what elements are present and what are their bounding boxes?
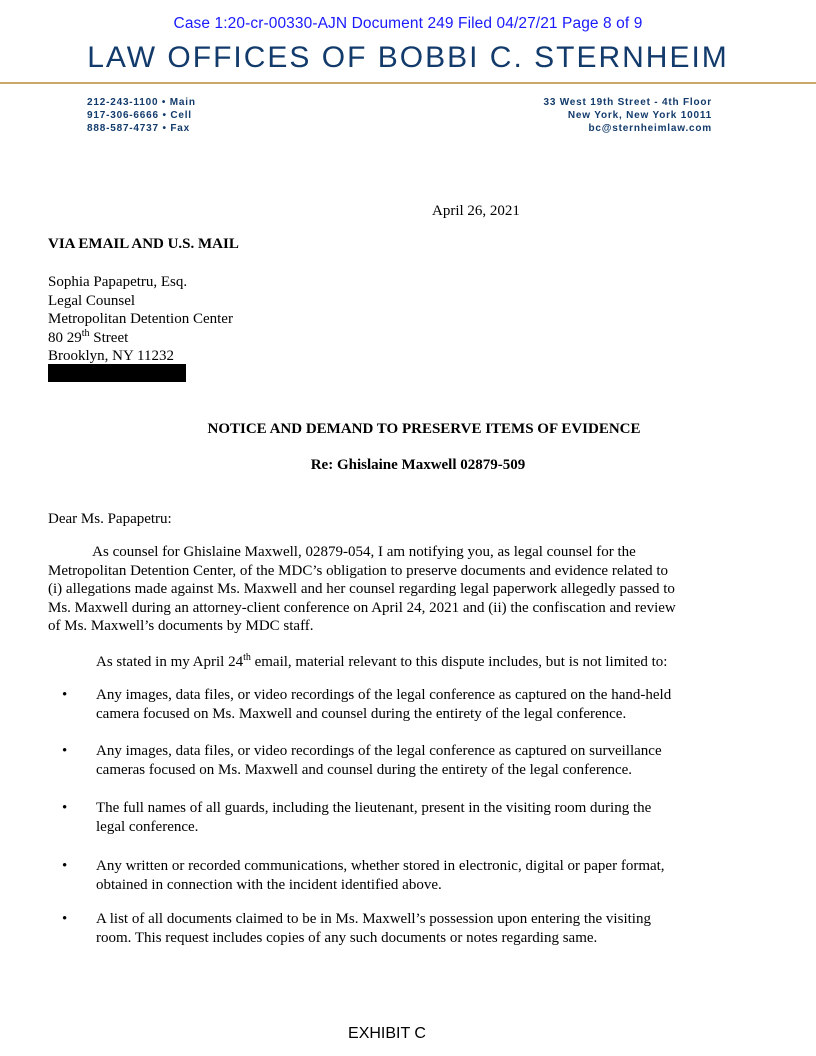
firm-address-block (543, 96, 712, 135)
letterhead-rule (0, 82, 816, 84)
address-line1: 33 West 19th Street - 4th Floor (543, 97, 712, 108)
recipient-title: Legal Counsel (48, 292, 136, 309)
bullet-icon: • (62, 687, 68, 703)
paragraph-line: Ms. Maxwell during an attorney-client conference on April 24, 2021 and (ii) the confiscation and review (48, 599, 676, 616)
paragraph-line: Metropolitan Detention Center, of the MDC’s obligation to preserve documents and evidence related to (48, 562, 669, 579)
exhibit-label: EXHIBIT C (348, 1025, 426, 1042)
bullet-icon: • (62, 743, 68, 759)
list-item: The full names of all guards, including the lieutenant, present in the visiting room during the legal conference. (96, 800, 652, 835)
bullet-icon: • (62, 800, 68, 816)
paragraph-line: of Ms. Maxwell’s documents by MDC staff. (48, 618, 314, 634)
list-item: Any images, data files, or video recordings of the legal conference as captured on surveillance cameras focused on Ms. Maxwell and counsel during the entirety of the legal conference. (96, 743, 662, 778)
recipient-address (48, 273, 233, 366)
re-line: Re: Ghislaine Maxwell 02879-509 (310, 457, 526, 473)
address-line2: New York, New York 10011 (567, 110, 712, 121)
delivery-method: VIA EMAIL AND U.S. MAIL (48, 236, 239, 252)
firm-letterhead: LAW OFFICES OF BOBBI C. STERNHEIM (87, 41, 729, 74)
bullet-icon: • (62, 911, 68, 927)
list-item: Any written or recorded communications, whether stored in electronic, digital or paper format, obtained in connection with the incident identified above. (96, 858, 665, 893)
redaction-box (48, 364, 186, 382)
phone-fax: 888-587-4737 • Fax (87, 123, 190, 134)
recipient-name: Sophia Papapetru, Esq. (48, 274, 188, 290)
paragraph-line: (i) allegations made against Ms. Maxwell and her counsel regarding legal paperwork allegedly passed to (48, 581, 675, 597)
firm-email: bc@sternheimlaw.com (588, 123, 712, 134)
paragraph-1 (48, 543, 728, 636)
recipient-city: Brooklyn, NY 11232 (48, 348, 174, 364)
firm-phone-block (87, 96, 196, 135)
notice-title: NOTICE AND DEMAND TO PRESERVE ITEMS OF EVIDENCE (207, 421, 641, 437)
phone-main: 212-243-1100 • Main (87, 97, 196, 108)
list-item: Any images, data files, or video recordings of the legal conference as captured on the hand-held camera focused on Ms. Maxwell and counsel during the entirety of the legal conference. (96, 687, 672, 722)
recipient-street: 80 29th Street (48, 327, 129, 346)
salutation: Dear Ms. Papapetru: (48, 511, 172, 527)
phone-cell: 917-306-6666 • Cell (87, 110, 192, 121)
paragraph-2: As stated in my April 24th email, material relevant to this dispute includes, but is not limited to: (96, 652, 668, 670)
bullet-icon: • (62, 858, 68, 874)
letter-date: April 26, 2021 (432, 203, 520, 219)
case-header: Case 1:20-cr-00330-AJN Document 249 Filed 04/27/21 Page 8 of 9 (173, 15, 643, 32)
recipient-org: Metropolitan Detention Center (48, 311, 233, 327)
list-item: A list of all documents claimed to be in Ms. Maxwell’s possession upon entering the visiting room. This request includes copies of any such documents or notes regarding same. (96, 911, 651, 946)
paragraph-line: As counsel for Ghislaine Maxwell, 02879-054, I am notifying you, as legal counsel for the (48, 544, 636, 560)
